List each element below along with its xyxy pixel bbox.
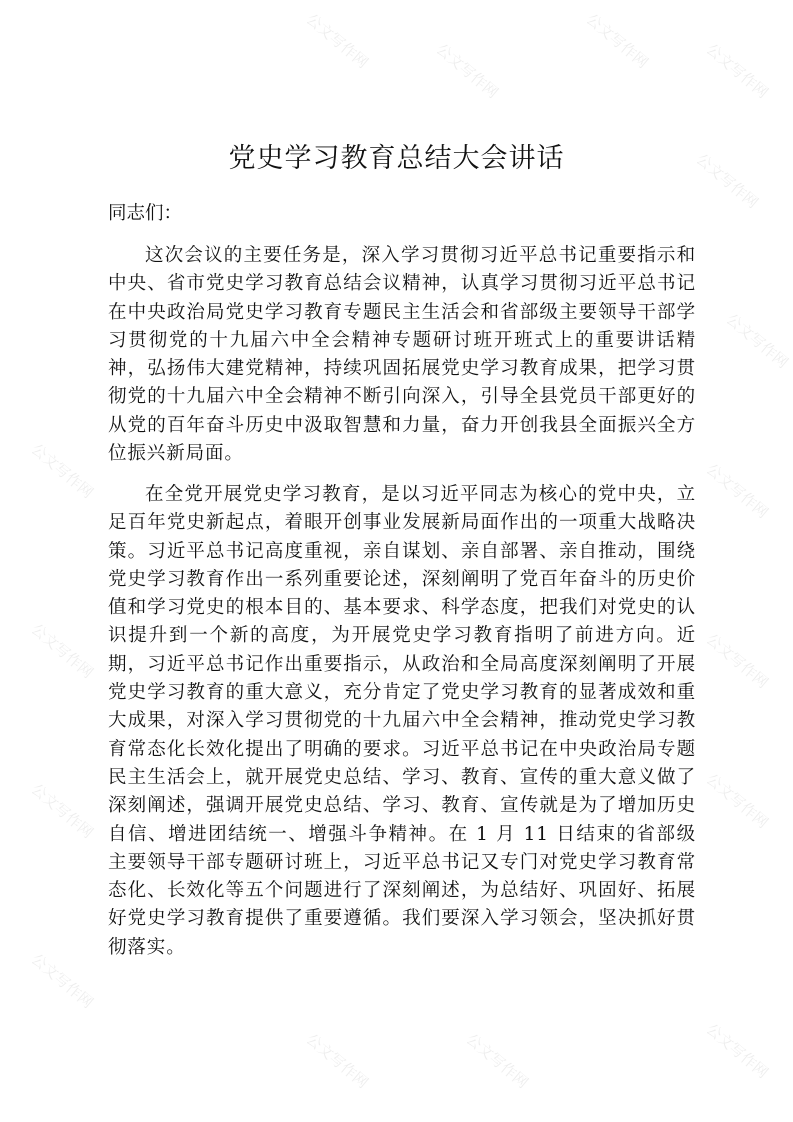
- watermark: 公文写作网: [702, 459, 772, 522]
- watermark: 公文写作网: [302, 9, 372, 72]
- watermark: 公文写作网: [27, 439, 97, 502]
- watermark: 公文写作网: [27, 949, 97, 1012]
- watermark: 公文写作网: [462, 1029, 532, 1092]
- watermark: 公文写作网: [432, 39, 502, 102]
- watermark: 公文写作网: [702, 39, 772, 102]
- watermark: 公文写作网: [702, 1019, 772, 1082]
- watermark: 公文写作网: [702, 629, 772, 692]
- watermark: 公文写作网: [27, 619, 97, 682]
- watermark: 公文写作网: [27, 779, 97, 842]
- watermark: 公文写作网: [692, 149, 762, 212]
- document-title: 党史学习教育总结大会讲话: [228, 143, 565, 174]
- watermark: 公文写作网: [582, 9, 652, 72]
- watermark: 公文写作网: [722, 309, 792, 372]
- body-paragraph-1: 这次会议的主要任务是，深入学习贯彻习近平总书记重要指示和中央、省市党史学习教育总结会议精神，认真学习贯彻习近平总书记在中央政治局党史学习教育专题民主生活会和省部级主要领导干部学习贯彻党的十九届六中全会精神专题研讨班开班式上的重要讲话精神，弘扬伟大建党精神，持续巩固拓展党史学习教育成果，把学习贯彻党的十九届六中全会精神不断引向深入，引导全县党员干部更好的从党的百年奋斗历史中汲取智慧和力量，奋力开创我县全面振兴全方位振兴新局面。: [108, 245, 696, 465]
- watermark: 公文写作网: [702, 769, 772, 832]
- salutation: 同志们：: [108, 203, 183, 224]
- body-paragraph-2: 在全党开展党史学习教育，是以习近平同志为核心的党中央，立足百年党史新起点，着眼开创事业发展新局面作出的一项重大战略决策。习近平总书记高度重视，亲自谋划、亲自部署、亲自推动，围绕党史学习教育作出一系列重要论述，深刻阐明了党百年奋斗的历史价值和学习党史的根本目的、基本要求、科学态度，把我们对党史的认识提升到一个新的高度，为开展党史学习教育指明了前进方向。近期，习近平总书记作出重要指示，从政治和全局高度深刻阐明了开展党史学习教育的重大意义，充分肯定了党史学习教育的显著成效和重大成果，对深入学习贯彻党的十九届六中全会精神，推动党史学习教育常态化长效化提出了明确的要求。习近平总书记在中央政治局专题民主生活会上，就开展党史总结、学习、教育、宣传的重大意义做了深刻阐述，强调开展党史总结、学习、教育、宣传就是为了增加历史自信、增进团结统一、增强斗争精神。在 1 月 11 日结束的省部级主要领导干部专题研讨班上，习近平总书记又专门对党史学习教育常态化、长效化等五个问题进行了深刻阐述，为总结好、巩固好、拓展好党史学习教育提供了重要遵循。我们要深入学习领会，坚决抓好贯彻落实。: [108, 484, 696, 958]
- watermark: 公文写作网: [302, 1029, 372, 1092]
